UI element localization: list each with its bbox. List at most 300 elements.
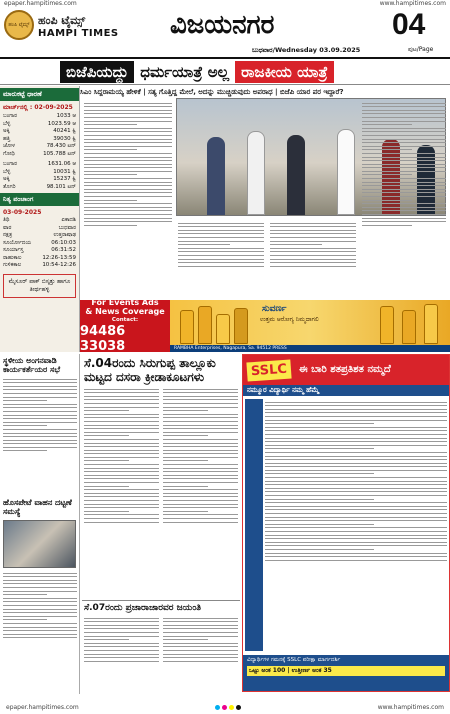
headline-part-1: ಬಿಜೆಪಿಯದ್ದು (60, 61, 134, 83)
text-line (84, 214, 172, 215)
text-line (178, 262, 264, 263)
rate-label: ಅಕ್ಕಿ (3, 128, 10, 134)
text-line (3, 404, 77, 405)
text-line (163, 399, 238, 400)
text-line (265, 506, 447, 507)
text-line (3, 389, 77, 390)
text-line (362, 149, 412, 150)
text-line (178, 230, 264, 231)
text-line (84, 225, 137, 226)
text-line (84, 486, 129, 487)
rate-row (0, 128, 79, 136)
text-line (3, 627, 77, 628)
text-line (265, 527, 447, 528)
text-line (84, 468, 159, 469)
text-line (3, 397, 77, 398)
text-line (270, 262, 356, 263)
text-line (163, 410, 208, 411)
text-line (265, 484, 447, 485)
text-line (84, 504, 159, 505)
text-line (84, 453, 159, 454)
text-line (84, 446, 159, 447)
text-line (265, 412, 447, 413)
text-line (84, 464, 159, 465)
story-headline[interactable]: ಸೆ.04ರಂದು ಸಿರುಗುಪ್ಪ ತಾಲ್ಲೂಕು ಮಟ್ಟದ ದಸರಾ ಕ್ರೀಡಾಕೂಟಗಳು (84, 356, 216, 384)
text-line (84, 657, 159, 658)
rate-row (0, 217, 79, 225)
rate-label: ಅಕ್ಕಿ (3, 176, 10, 182)
oil-bottle-icon (380, 306, 394, 344)
text-line (163, 475, 238, 476)
story-headline[interactable]: ಸ್ಥಳೀಯ ಅಂಗನವಾಡಿ ಕಾರ್ಯಕರ್ತೆಯರ ಸಭೆ (3, 356, 61, 374)
text-line (362, 117, 446, 118)
text-line (84, 146, 172, 147)
text-line (84, 518, 159, 519)
text-line (265, 420, 447, 421)
text-line (163, 493, 238, 494)
text-line (270, 233, 356, 234)
events-ad[interactable] (80, 300, 170, 352)
text-line (84, 460, 129, 461)
oil-ad-footer: RAMBHA Enterprises, Nagapura, Sa. 94512 PRESS (170, 345, 450, 352)
rate-value: 1631.06 ಆ (47, 161, 76, 167)
text-line (265, 502, 447, 503)
text-line (362, 113, 446, 114)
rate-value: 105.788 ಟನ್ (43, 150, 76, 157)
rate-row (0, 161, 79, 169)
text-line (265, 524, 374, 525)
text-line (84, 124, 137, 125)
text-line (84, 192, 172, 193)
text-line (84, 500, 159, 501)
text-line (362, 174, 412, 175)
rate-row (0, 169, 79, 177)
text-line (3, 573, 77, 574)
text-line (362, 178, 446, 179)
text-line (84, 421, 159, 422)
text-line (265, 463, 447, 464)
text-line (163, 621, 238, 622)
hampi-times-logo: ಹಂಪಿ ಟೈಮ್ಸ್ (4, 10, 34, 40)
text-line (84, 414, 159, 415)
sslc-footer-line-1: ವಿದ್ಯಾರ್ಥಿಗಳ ಗಮನಕ್ಕೆ SSLC ಪರೀಕ್ಷಾ ಮಾರ್ಗದರ್ಶಿ (247, 657, 341, 663)
text-line (84, 432, 159, 433)
text-line (362, 182, 446, 183)
story-body (163, 615, 238, 693)
rate-value: 98.101 ಟನ್ (46, 183, 76, 190)
oil-ad[interactable] (170, 300, 450, 352)
text-line (84, 450, 159, 451)
text-line (84, 200, 137, 201)
text-line (3, 576, 77, 577)
text-line (163, 628, 238, 629)
text-line (3, 591, 77, 592)
rate-row (0, 136, 79, 144)
story-headline[interactable]: ಸೆ.07ರಂದು ಪ್ರಜಾರಾಜಾರವರ ಜಯಂತಿ (82, 600, 240, 615)
text-line (362, 207, 446, 208)
text-line (265, 531, 447, 532)
text-line (265, 438, 447, 439)
text-line (362, 185, 446, 186)
text-line (265, 470, 447, 471)
text-line (84, 135, 172, 136)
text-line (84, 489, 159, 490)
text-line (362, 124, 412, 125)
rate-label: ಸೂರ್ಯೋದಯ (3, 239, 32, 246)
text-line (362, 225, 412, 226)
rate-label: ಗುಳಿಕಕಾಲ (3, 262, 22, 268)
contact-label: Contact: (111, 317, 139, 323)
text-line (3, 411, 77, 412)
text-line (3, 415, 77, 416)
text-line (3, 443, 77, 444)
text-line (3, 612, 77, 613)
text-line (178, 259, 264, 260)
paper-name-english: HAMPI TIMES (38, 28, 119, 39)
rate-value: 06:31:52 (51, 247, 76, 253)
text-line (178, 226, 264, 227)
text-line (265, 488, 447, 489)
text-line (84, 407, 159, 408)
text-line (265, 542, 447, 543)
oil-bottle-icon (402, 310, 416, 344)
oil-tagline: ಉತ್ತಮ ಆರೋಗ್ಯ ನಿಮ್ಮದಾಗಲಿ (260, 316, 319, 323)
text-line (265, 481, 447, 482)
text-line (163, 486, 208, 487)
rate-value: 10:54-12:26 (42, 262, 76, 268)
story-body (163, 386, 238, 600)
text-line (84, 182, 172, 183)
oil-bottle-icon (180, 310, 194, 344)
text-line (84, 493, 159, 494)
rate-value: ಉತ್ತರಾಷಾಢ (53, 232, 76, 238)
masthead (0, 8, 450, 56)
text-line (3, 436, 77, 437)
text-line (163, 396, 238, 397)
rate-value: 1033 ಆ (56, 113, 76, 119)
text-line (163, 625, 238, 626)
story-body (3, 376, 77, 496)
text-line (3, 583, 77, 584)
text-line (163, 407, 238, 408)
text-line (265, 495, 447, 496)
text-line (163, 636, 238, 637)
text-line (3, 601, 77, 602)
text-line (84, 439, 159, 440)
rate-label: ತಿಥಿ (3, 217, 10, 223)
page-footer (0, 700, 450, 714)
sslc-footer-line-2: ಒಟ್ಟು ಅಂಕ 100 | ಉತ್ತೀರ್ಣ ಅಂಕ 35 (247, 666, 445, 676)
text-line (84, 475, 159, 476)
text-line (163, 389, 238, 390)
text-line (265, 430, 447, 431)
text-line (84, 496, 159, 497)
text-line (362, 214, 446, 215)
text-line (362, 103, 446, 104)
text-line (84, 514, 159, 515)
text-line (3, 619, 47, 620)
rate-value: 40241 ಕ್ವಿ (53, 128, 76, 134)
lead-story-col-3 (270, 220, 356, 298)
text-line (265, 459, 447, 460)
text-line (84, 142, 172, 143)
text-line (84, 160, 172, 161)
text-line (163, 646, 238, 647)
text-line (265, 448, 374, 449)
text-line (265, 452, 447, 453)
text-line (84, 221, 172, 222)
rate-row (0, 232, 79, 240)
rate-label: ಬಂಗಾರ (3, 113, 17, 119)
text-line (163, 514, 238, 515)
lead-story-col-2 (178, 220, 264, 298)
text-line (84, 639, 129, 640)
text-line (163, 496, 238, 497)
text-line (265, 535, 447, 536)
text-line (84, 196, 172, 197)
text-line (362, 189, 446, 190)
text-line (3, 393, 77, 394)
text-line (362, 110, 446, 111)
market-rates-title: ಮಾರುಕಟ್ಟೆ ಧಾರಣೆ (0, 88, 79, 101)
photo-figure (207, 137, 225, 215)
text-line (163, 657, 238, 658)
sslc-question-paper (265, 399, 447, 651)
rate-row (0, 262, 79, 270)
text-line (3, 400, 47, 401)
text-line (84, 113, 172, 114)
text-line (84, 171, 172, 172)
text-line (270, 251, 356, 252)
text-line (3, 440, 77, 441)
text-line (84, 457, 159, 458)
rate-value: 06:10:03 (51, 239, 76, 246)
panchanga-date: 03-09-2025 (3, 209, 42, 216)
text-line (3, 587, 77, 588)
edition-title: ವಿಜಯನಗರ (170, 10, 275, 40)
rate-row (0, 255, 79, 263)
text-line (265, 427, 447, 428)
text-line (3, 616, 77, 617)
text-line (265, 477, 447, 478)
rate-value: 39030 ಕ್ವಿ (53, 135, 76, 142)
text-line (84, 117, 172, 118)
rate-value: ಏಕಾದಶಿ (61, 217, 76, 223)
text-line (84, 178, 172, 179)
text-line (265, 434, 447, 435)
rate-value: 10031 ಕ್ವಿ (53, 168, 76, 175)
rate-row (0, 240, 79, 248)
text-line (163, 643, 238, 644)
text-line (163, 421, 238, 422)
text-line (3, 379, 77, 380)
text-line (362, 106, 446, 107)
market-date: ಮಾರ್ಚ್‌ನಲ್ಲಿ : 02-09-2025 (3, 104, 73, 111)
text-line (362, 139, 446, 140)
text-line (163, 654, 238, 655)
text-line (3, 422, 77, 423)
text-line (84, 189, 172, 190)
page-label: ಪುಟ/Page (408, 46, 434, 53)
story-body (84, 615, 159, 693)
advertisement-band[interactable] (80, 300, 450, 352)
text-line (84, 106, 172, 107)
panchanga-title: ನಿತ್ಯ ಪಂಚಾಂಗ (0, 193, 79, 206)
rate-row (0, 247, 79, 255)
text-line (265, 441, 447, 442)
text-line (270, 255, 356, 256)
text-line (163, 453, 238, 454)
text-line (3, 580, 77, 581)
text-line (3, 450, 47, 451)
oil-bottle-icon (216, 314, 230, 344)
text-line (178, 255, 264, 256)
oil-brand-name: ಸುವರ್ಣ (262, 304, 287, 314)
text-line (3, 598, 77, 599)
text-line (163, 464, 238, 465)
text-line (84, 174, 137, 175)
text-line (265, 409, 447, 410)
rate-label: ಬಂಗಾರ (3, 161, 17, 167)
text-line (270, 266, 356, 267)
rate-value: ಬುಧವಾರ (58, 224, 76, 231)
text-line (265, 445, 447, 446)
sslc-subtitle: ನಮ್ಮೂರ ವಿದ್ಯಾರ್ಥಿ ನಮ್ಮ ಹೆಮ್ಮೆ (243, 385, 449, 396)
text-line (265, 402, 447, 403)
top-url-bar (0, 0, 450, 8)
text-line (362, 171, 446, 172)
text-line (163, 482, 238, 483)
photo-figure (247, 131, 265, 215)
website-url[interactable]: www.hampitimes.com (379, 0, 446, 7)
text-line (84, 149, 137, 150)
text-line (362, 164, 446, 165)
lead-headline[interactable] (0, 57, 450, 85)
text-line (84, 621, 159, 622)
text-line (84, 478, 159, 479)
events-ad-line-2: & News Coverage (85, 307, 165, 316)
rate-label: ಹತ್ತಿ (3, 135, 11, 142)
rate-row (0, 225, 79, 233)
text-line (362, 196, 446, 197)
text-line (84, 410, 129, 411)
text-line (178, 237, 264, 238)
text-line (265, 473, 374, 474)
text-line (163, 414, 238, 415)
text-line (362, 167, 446, 168)
text-line (84, 203, 172, 204)
text-line (265, 553, 447, 554)
text-line (84, 389, 159, 390)
text-line (362, 221, 446, 222)
text-line (265, 405, 447, 406)
page-number: 04 (392, 8, 426, 41)
text-line (3, 447, 77, 448)
text-line (84, 207, 172, 208)
rate-value: 1023.59 ಆ (47, 120, 76, 127)
text-line (178, 244, 230, 245)
text-line (84, 103, 172, 104)
text-line (163, 435, 208, 436)
text-line (163, 468, 238, 469)
text-line (84, 443, 159, 444)
text-line (84, 522, 159, 523)
text-line (3, 386, 77, 387)
text-line (270, 259, 356, 260)
text-line (270, 223, 356, 224)
sslc-title: ಈ ಬಾರಿ ಶತಪ್ರತಿಶತ ನಮ್ಮದೆ (298, 364, 391, 375)
text-line (3, 637, 77, 638)
color-registration-dots (215, 705, 241, 710)
text-line (84, 110, 172, 111)
text-line (362, 146, 446, 147)
sslc-feature[interactable] (242, 354, 450, 692)
lead-subheadline: ಸಿಎಂ ಸಿದ್ದರಾಮಯ್ಯ ಹೇಳಿಕೆ | ಸತ್ಯ ಗೊತ್ತಿದ್ದ ಮೇಲೆ, ಅದನ್ನು ಮುಚ್ಚಿಡುವುದು ಅಪರಾಧ | ಬಿಜೆಪಿ ಯಾರ ಪರ ಇದ್ದಾರೆ? (80, 88, 344, 96)
epaper-url[interactable]: epaper.hampitimes.com (4, 0, 77, 7)
text-line (84, 164, 172, 165)
text-line (362, 142, 446, 143)
headline-part-3: ರಾಜಕೀಯ ಯಾತ್ರೆ (235, 61, 333, 83)
text-line (265, 545, 447, 546)
text-line (265, 517, 447, 518)
traffic-photo[interactable] (3, 520, 76, 568)
text-line (84, 153, 172, 154)
text-line (84, 654, 159, 655)
text-line (270, 226, 356, 227)
text-line (163, 392, 238, 393)
footer-epaper-url[interactable]: epaper.hampitimes.com (6, 703, 79, 711)
text-line (163, 425, 238, 426)
text-line (178, 223, 264, 224)
text-line (84, 643, 159, 644)
story-headline[interactable]: ಹೊಸಪೇಟೆ ವಾಹನ ದಟ್ಟಣೆ ಸಮಸ್ಯೆ (3, 498, 72, 516)
text-line (270, 241, 356, 242)
text-line (178, 248, 264, 249)
text-line (362, 135, 446, 136)
rate-row (0, 184, 79, 192)
text-line (163, 428, 238, 429)
text-line (84, 618, 159, 619)
sidebar-ad[interactable]: ಮೈಸೂರ್ ಪಾಕ್ ಬಿಸ್ಕತ್ತು ಹಾಗೂ ತೀರ್ಥಹಳ್ಳಿ (3, 274, 76, 298)
paper-name-kannada: ಹಂಪಿ ಟೈಮ್ಸ್ (38, 14, 86, 27)
text-line (265, 560, 447, 561)
text-line (265, 416, 447, 417)
text-line (270, 244, 322, 245)
contact-phone[interactable]: 94486 33038 (80, 324, 126, 354)
text-line (3, 418, 77, 419)
text-line (163, 500, 238, 501)
rate-label: ಜೋಳ (3, 143, 15, 149)
text-line (163, 518, 238, 519)
text-line (265, 466, 447, 467)
footer-website-url[interactable]: www.hampitimes.com (377, 703, 444, 711)
text-line (84, 392, 159, 393)
text-line (3, 433, 77, 434)
text-line (3, 609, 77, 610)
text-line (163, 457, 238, 458)
text-line (362, 153, 446, 154)
text-line (84, 632, 159, 633)
text-line (362, 200, 412, 201)
sslc-footer (243, 655, 449, 691)
rate-label: ರಾಹುಕಾಲ (3, 254, 22, 261)
rate-label: ವಾರ (3, 224, 12, 231)
text-line (265, 456, 447, 457)
headline-part-2: ಧರ್ಮಯಾತ್ರೆ ಅಲ್ಲ (140, 62, 230, 81)
text-line (3, 594, 47, 595)
text-line (362, 210, 446, 211)
text-line (84, 482, 159, 483)
